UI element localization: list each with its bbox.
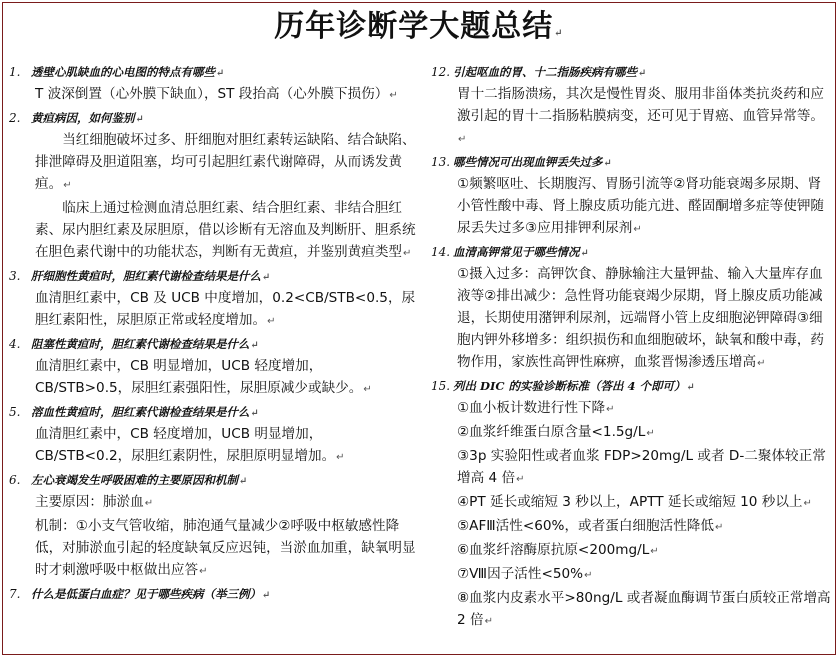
question-block — [9, 265, 417, 333]
question-text: 血清高钾常见于哪些情况 — [453, 245, 580, 259]
answer-paragraph — [9, 515, 417, 583]
question-text: 透壁心肌缺血的心电图的特点有哪些 — [31, 65, 215, 79]
paragraph-mark: ↵ — [633, 224, 642, 235]
answer-paragraph — [9, 83, 417, 107]
paragraph-mark: ↵ — [484, 616, 493, 627]
question-heading — [9, 107, 417, 129]
question-heading — [431, 375, 831, 397]
answer-text: ⑧血浆内皮素水平>80ng/L 或者凝血酶调节蛋白质较正常增高 2 倍 — [457, 590, 831, 628]
answer-text: ①血小板计数进行性下降 — [457, 400, 606, 416]
paragraph-mark: ↵ — [757, 358, 766, 369]
question-text: 阻塞性黄疸时，胆红素代谢检查结果是什么 — [31, 337, 250, 351]
question-text: 溶血性黄疸时，胆红素代谢检查结果是什么 — [31, 405, 250, 419]
question-text: 左心衰竭发生呼吸困难的主要原因和机制 — [31, 473, 238, 487]
question-block — [9, 401, 417, 469]
answer-text: 临床上通过检测血清总胆红素、结合胆红素、非结合胆红素、尿内胆红素及尿胆原，借以诊断有无溶血及判断肝、胆系统在胆色素代谢中的功能状态，判断有无黄疸，并鉴别黄疸类型 — [35, 200, 416, 260]
paragraph-mark: ↵ — [603, 158, 612, 169]
question-number: 7. — [9, 587, 21, 601]
question-heading — [9, 583, 417, 605]
answer-paragraph — [431, 563, 831, 587]
question-block — [9, 333, 417, 401]
paragraph-mark: ↵ — [216, 68, 225, 79]
paragraph-mark: ↵ — [336, 452, 345, 463]
answer-text: 机制：①小支气管收缩，肺泡通气量减少②呼吸中枢敏感性降低，对肺淤血引起的轻度缺氧反应迟钝，当淤血加重，缺氧明显时才刺激呼吸中枢做出应答 — [35, 518, 416, 578]
answer-paragraph — [431, 83, 831, 151]
paragraph-mark: ↵ — [606, 404, 615, 415]
paragraph-mark: ↵ — [650, 546, 659, 557]
answer-text: ⑥血浆纤溶酶原抗原<200mg/L — [457, 542, 650, 558]
paragraph-mark: ↵ — [389, 90, 398, 101]
answer-text: 当红细胞破坏过多、肝细胞对胆红素转运缺陷、结合缺陷、排泄障碍及胆道阻塞，均可引起胆红素代谢障碍，从而诱发黄疸。 — [35, 132, 416, 192]
paragraph-mark: ↵ — [580, 248, 589, 259]
answer-paragraph — [431, 173, 831, 241]
question-block — [9, 583, 417, 605]
question-number: 15. — [431, 379, 451, 393]
question-heading — [431, 241, 831, 263]
paragraph-mark: ↵ — [715, 522, 724, 533]
question-text: 引起呕血的胃、十二指肠疾病有哪些 — [453, 65, 637, 79]
answer-text: 主要原因：肺淤血 — [35, 494, 144, 510]
question-heading — [9, 469, 417, 491]
answer-text: 血清胆红素中，CB 轻度增加，UCB 明显增加，CB/STB<0.2，尿胆红素阴性，尿胆原明显增加。 — [35, 426, 336, 464]
question-block — [9, 107, 417, 265]
answer-paragraph — [431, 445, 831, 491]
question-number: 13. — [431, 155, 451, 169]
question-number: 3. — [9, 269, 21, 283]
question-block — [9, 61, 417, 107]
question-text: 黄疸病因，如何鉴别 — [31, 111, 135, 125]
paragraph-mark: ↵ — [363, 384, 372, 395]
answer-text: ④PT 延长或缩短 3 秒以上，APTT 延长或缩短 10 秒以上 — [457, 494, 803, 510]
paragraph-mark: ↵ — [199, 566, 208, 577]
answer-paragraph — [9, 355, 417, 401]
left-column — [9, 61, 417, 605]
paragraph-mark: ↵ — [63, 180, 72, 191]
answer-paragraph — [9, 197, 417, 265]
paragraph-mark: ↵ — [250, 408, 259, 419]
question-heading — [9, 333, 417, 355]
paragraph-mark: ↵ — [646, 428, 655, 439]
question-block — [431, 61, 831, 151]
paragraph-mark: ↵ — [250, 340, 259, 351]
right-column — [431, 61, 831, 633]
question-block — [431, 151, 831, 241]
question-number: 5. — [9, 405, 21, 419]
answer-text: ⑤AFⅢ活性<60%，或者蛋白细胞活性降低 — [457, 518, 714, 534]
paragraph-mark: ↵ — [638, 68, 647, 79]
paragraph-mark: ↵ — [686, 382, 695, 393]
paragraph-mark: ↵ — [267, 316, 276, 327]
paragraph-mark: ↵ — [403, 248, 412, 259]
question-number: 2. — [9, 111, 21, 125]
question-heading — [431, 151, 831, 173]
answer-paragraph — [431, 397, 831, 421]
answer-text: ①摄入过多：高钾饮食、静脉输注大量钾盐、输入大量库存血液等②排出减少：急性肾功能衰竭少尿期，肾上腺皮质功能减退，长期使用潴钾利尿剂，远端肾小管上皮细胞泌钾障碍③细胞内钾外移增多：组织损伤和血细胞破坏，缺氧和酸中毒，药物作用，家族性高钾性麻痹，血浆晋惕渗透压增高 — [457, 266, 825, 370]
question-text: 肝细胞性黄疸时，胆红素代谢检查结果是什么 — [31, 269, 261, 283]
paragraph-mark: ↵ — [516, 474, 525, 485]
answer-paragraph — [9, 129, 417, 197]
answer-text: ⑦Ⅷ因子活性<50% — [457, 566, 584, 582]
question-number: 12. — [431, 65, 451, 79]
answer-paragraph — [431, 263, 831, 375]
answer-paragraph — [9, 491, 417, 515]
answer-text: ②血浆纤维蛋白原含量<1.5g/L — [457, 424, 646, 440]
answer-text: T 波深倒置（心外膜下缺血），ST 段抬高（心外膜下损伤） — [35, 86, 389, 102]
question-heading — [9, 401, 417, 423]
question-heading — [9, 265, 417, 287]
question-block — [431, 241, 831, 375]
question-heading — [431, 61, 831, 83]
answer-text: ③3p 实验阳性或者血浆 FDP>20mg/L 或者 D-二聚体较正常增高 4 倍 — [457, 448, 826, 486]
answer-text: 胃十二指肠溃疡，其次是慢性胃炎、服用非甾体类抗炎药和应激引起的胃十二指肠粘膜病变，还可见于胃癌、血管异常等。 — [457, 86, 825, 124]
question-text: 什么是低蛋白血症？见于哪些疾病（举三例） — [31, 587, 261, 601]
question-text: 列出 DIC 的实验诊断标准（答出 4 个即可） — [453, 379, 686, 393]
question-block — [431, 375, 831, 633]
answer-paragraph — [431, 421, 831, 445]
answer-paragraph — [431, 515, 831, 539]
question-number: 4. — [9, 337, 21, 351]
paragraph-mark: ↵ — [144, 498, 154, 509]
answer-paragraph — [431, 491, 831, 515]
paragraph-mark: ↵ — [262, 272, 271, 283]
answer-text: 血清胆红素中，CB 明显增加，UCB 轻度增加，CB/STB>0.5，尿胆红素强阳性，尿胆原减少或缺少。 — [35, 358, 363, 396]
answer-paragraph — [431, 539, 831, 563]
question-number: 1. — [9, 65, 21, 79]
answer-text: ①频繁呕吐、长期腹泻、胃肠引流等②肾功能衰竭多尿期、肾小管性酸中毒、肾上腺皮质功能亢进、醛固酮增多症等使钾随尿丢失过多③应用排钾利尿剂 — [457, 176, 825, 236]
paragraph-mark: ↵ — [803, 498, 812, 509]
answer-paragraph — [9, 423, 417, 469]
answer-paragraph — [431, 587, 831, 633]
document-page — [2, 2, 836, 655]
paragraph-mark: ↵ — [584, 570, 593, 581]
answer-paragraph — [9, 287, 417, 333]
question-number: 14. — [431, 245, 451, 259]
page-title: 历年诊断学大题总结↵ — [274, 9, 564, 44]
paragraph-mark: ↵ — [458, 134, 467, 145]
question-number: 6. — [9, 473, 21, 487]
paragraph-mark: ↵ — [262, 590, 271, 601]
answer-text: 血清胆红素中，CB 及 UCB 中度增加，0.2<CB/STB<0.5，尿胆红素阳性，尿胆原正常或轻度增加。 — [35, 290, 416, 328]
paragraph-mark: ↵ — [135, 114, 144, 125]
question-text: 哪些情况可出现血钾丢失过多 — [453, 155, 603, 169]
question-heading — [9, 61, 417, 83]
paragraph-mark: ↵ — [239, 476, 248, 487]
question-block — [9, 469, 417, 583]
